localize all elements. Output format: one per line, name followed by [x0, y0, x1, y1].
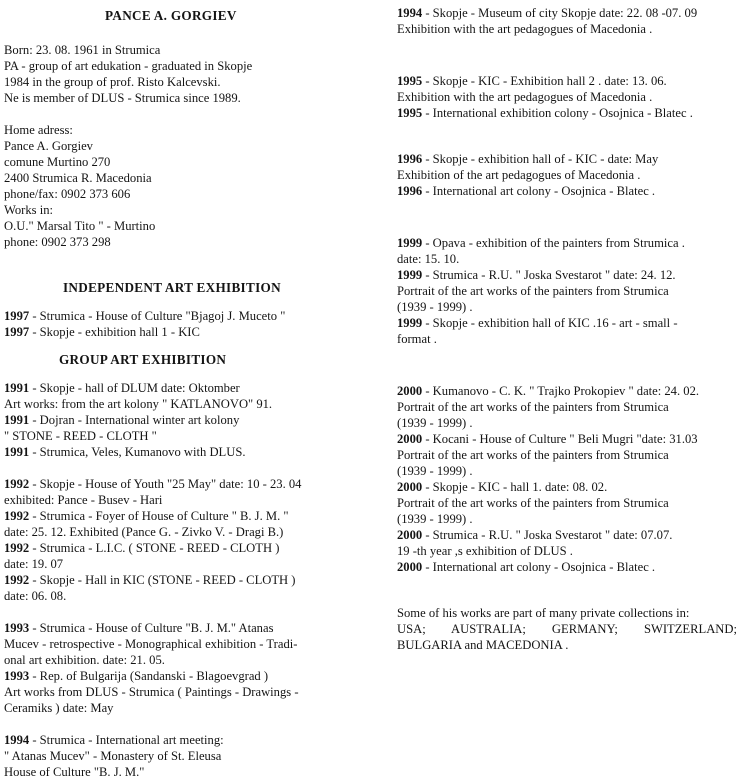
exhibition-text: - Skopje - Hall in KIC (STONE - REED - CLOTH ) — [29, 573, 296, 587]
exhibition-year: 1999 — [397, 236, 423, 250]
exhibition-text: - Strumica - House of Culture "Bjagoj J. Muceto " — [29, 309, 286, 323]
exhibition-line — [397, 5, 747, 21]
exhibition-line — [397, 331, 747, 347]
exhibition-text: - Dojran - International winter art kolony — [29, 413, 240, 427]
exhibition-line — [4, 684, 376, 700]
exhibition-line — [397, 559, 747, 575]
exhibition-line — [4, 620, 376, 636]
exhibition-year: 1994 — [4, 733, 30, 747]
exhibition-text: Art works: from the art kolony " KATLANOVO" 91. — [4, 397, 273, 411]
exhibition-line — [397, 315, 747, 331]
exhibition-text: format . — [397, 332, 437, 346]
exhibition-line — [4, 764, 376, 780]
text-line: comune Murtino 270 — [4, 155, 111, 169]
exhibition-text: - Kumanovo - C. K. " Trajko Prokopiev " date: 24. 02. — [422, 384, 700, 398]
exhibition-line — [4, 700, 376, 716]
exhibition-text: - Skopje - hall of DLUM date: Oktomber — [29, 381, 240, 395]
exhibition-text: date: 06. 08. — [4, 589, 67, 603]
exhibition-line — [397, 479, 747, 495]
exhibition-line — [4, 652, 376, 668]
exhibition-year: 1993 — [4, 621, 30, 635]
exhibition-year: 1993 — [4, 669, 30, 683]
exhibition-year: 1999 — [397, 316, 423, 330]
exhibition-text: - Skopje - House of Youth "25 May" date: 10 - 23. 04 — [29, 477, 302, 491]
exhibition-line — [397, 183, 747, 199]
right-1994-block — [397, 5, 747, 37]
exhibition-year: 1999 — [397, 268, 423, 282]
text-line: 2400 Strumica R. Macedonia — [4, 171, 152, 185]
exhibition-line — [397, 415, 747, 431]
exhibition-line — [4, 428, 376, 444]
exhibition-line — [4, 556, 376, 572]
exhibition-text: " STONE - REED - CLOTH " — [4, 429, 157, 443]
exhibition-text: (1939 - 1999) . — [397, 512, 473, 526]
exhibition-text: - International exhibition colony - Osojnica - Blatec . — [422, 106, 693, 120]
text-line: Works in: — [4, 203, 54, 217]
exhibition-year: 1996 — [397, 152, 423, 166]
exhibition-year: 1991 — [4, 381, 30, 395]
text-line: phone/fax: 0902 373 606 — [4, 187, 131, 201]
exhibition-year: 1996 — [397, 184, 423, 198]
exhibition-text: - Skopje - Museum of city Skopje date: 22. 08 -07. 09 — [422, 6, 698, 20]
exhibition-text: exhibited: Pance - Busev - Hari — [4, 493, 163, 507]
exhibition-text: - Strumica - R.U. " Joska Svestarot " date: 07.07. — [422, 528, 673, 542]
right-column — [397, 0, 747, 653]
exhibition-text: - Skopje - KIC - hall 1. date: 08. 02. — [422, 480, 608, 494]
exhibition-line — [397, 383, 747, 399]
exhibition-line — [397, 73, 747, 89]
exhibition-text: 19 -th year ,s exhibition of DLUS . — [397, 544, 573, 558]
exhibition-text: (1939 - 1999) . — [397, 300, 473, 314]
exhibition-year: 1992 — [4, 573, 30, 587]
exhibition-line — [4, 572, 376, 588]
exhibition-line — [4, 308, 376, 324]
exhibition-year: 2000 — [397, 480, 423, 494]
exhibition-text: (1939 - 1999) . — [397, 416, 473, 430]
exhibition-year: 1992 — [4, 509, 30, 523]
right-2000-block — [397, 383, 747, 575]
exhibition-line — [397, 167, 747, 183]
group-1994-block — [4, 732, 376, 780]
independent-exhibition-heading: INDEPENDENT ART EXHIBITION — [63, 280, 281, 295]
text-line: O.U." Marsal Tito " - Murtino — [4, 219, 156, 233]
group-exhibition-heading: GROUP ART EXHIBITION — [59, 352, 227, 367]
exhibition-line — [4, 380, 376, 396]
exhibition-line — [4, 412, 376, 428]
exhibition-text: - Kocani - House of Culture " Beli Mugri "date: 31.03 — [422, 432, 698, 446]
text-line: Born: 23. 08. 1961 in Strumica — [4, 43, 161, 57]
exhibition-line — [397, 151, 747, 167]
exhibition-text: Exhibition with the art pedagogues of Macedonia . — [397, 90, 653, 104]
exhibition-text: Mucev - retrospective - Monographical exhibition - Tradi- — [4, 637, 298, 651]
exhibition-line — [4, 588, 376, 604]
exhibition-text: - Strumica - Foyer of House of Culture " B. J. M. " — [29, 509, 289, 523]
text-line: Home adress: — [4, 123, 73, 137]
exhibition-line — [397, 235, 747, 251]
exhibition-text: Portrait of the art works of the painters from Strumica — [397, 284, 669, 298]
exhibition-text: Portrait of the art works of the painters from Strumica — [397, 400, 669, 414]
bio-block — [4, 42, 376, 106]
exhibition-year: 1995 — [397, 74, 423, 88]
exhibition-text: onal art exhibition. date: 21. 05. — [4, 653, 165, 667]
exhibition-year: 2000 — [397, 560, 423, 574]
exhibition-line — [397, 511, 747, 527]
exhibition-year: 2000 — [397, 384, 423, 398]
exhibition-line — [4, 540, 376, 556]
group-1991-block — [4, 380, 376, 460]
exhibition-year: 1995 — [397, 106, 423, 120]
exhibition-year: 1997 — [4, 309, 30, 323]
exhibition-line — [397, 543, 747, 559]
exhibition-text: - Rep. of Bulgarija (Sandanski - Blagoevgrad ) — [29, 669, 269, 683]
exhibition-year: 1994 — [397, 6, 423, 20]
exhibition-text: - Skopje - exhibition hall 1 - KIC — [29, 325, 200, 339]
independent-exhibition-list — [4, 308, 376, 340]
exhibition-year: 1991 — [4, 445, 30, 459]
exhibition-text: " Atanas Mucev" - Monastery of St. Eleusa — [4, 749, 222, 763]
exhibition-line — [397, 299, 747, 315]
text-line: Pance A. Gorgiev — [4, 139, 93, 153]
exhibition-line — [4, 636, 376, 652]
exhibition-line — [397, 283, 747, 299]
right-1996-block — [397, 151, 747, 199]
text-line: BULGARIA and MACEDONIA . — [397, 638, 569, 652]
exhibition-text: - Strumica - International art meeting: — [29, 733, 224, 747]
exhibition-text: Ceramiks ) date: May — [4, 701, 114, 715]
exhibition-line — [397, 431, 747, 447]
text-line: Ne is member of DLUS - Strumica since 1989. — [4, 91, 241, 105]
text-line: Some of his works are part of many private collections in: — [397, 606, 690, 620]
group-1992-block — [4, 476, 376, 604]
exhibition-line — [397, 21, 747, 37]
exhibition-line — [4, 748, 376, 764]
artist-name-title: PANCE A. GORGIEV — [105, 8, 237, 23]
exhibition-text: (1939 - 1999) . — [397, 464, 473, 478]
exhibition-year: 1992 — [4, 541, 30, 555]
exhibition-line — [4, 444, 376, 460]
exhibition-text: - Strumica - R.U. " Joska Svestarot " date: 24. 12. — [422, 268, 676, 282]
exhibition-year: 2000 — [397, 432, 423, 446]
group-1993-block — [4, 620, 376, 716]
exhibition-line — [397, 495, 747, 511]
exhibition-text: House of Culture "B. J. M." — [4, 765, 145, 779]
exhibition-text: - Strumica - L.I.C. ( STONE - REED - CLOTH ) — [29, 541, 280, 555]
text-line: USA; AUSTRALIA; GERMANY; SWITZERLAND; — [397, 622, 737, 636]
exhibition-line — [397, 527, 747, 543]
exhibition-text: - International art colony - Osojnica - Blatec . — [422, 184, 656, 198]
exhibition-line — [397, 89, 747, 105]
exhibition-text: - Strumica, Veles, Kumanovo with DLUS. — [29, 445, 246, 459]
exhibition-line — [4, 396, 376, 412]
text-line: 1984 in the group of prof. Risto Kalcevski. — [4, 75, 221, 89]
exhibition-line — [397, 447, 747, 463]
exhibition-line — [397, 463, 747, 479]
address-block — [4, 122, 376, 250]
right-1999-block — [397, 235, 747, 347]
private-collections-note — [397, 605, 747, 653]
exhibition-year: 2000 — [397, 528, 423, 542]
exhibition-text: Portrait of the art works of the painters from Strumica — [397, 496, 669, 510]
exhibition-text: date: 15. 10. — [397, 252, 460, 266]
exhibition-text: Exhibition of the art pedagogues of Macedonia . — [397, 168, 641, 182]
exhibition-line — [397, 105, 747, 121]
right-1995-block — [397, 73, 747, 121]
exhibition-line — [4, 732, 376, 748]
exhibition-year: 1991 — [4, 413, 30, 427]
exhibition-line — [4, 524, 376, 540]
exhibition-text: date: 19. 07 — [4, 557, 64, 571]
exhibition-year: 1992 — [4, 477, 30, 491]
exhibition-text: - Skopje - exhibition hall of - KIC - date: May — [422, 152, 659, 166]
exhibition-line — [4, 492, 376, 508]
exhibition-text: date: 25. 12. Exhibited (Pance G. - Zivko V. - Dragi B.) — [4, 525, 284, 539]
exhibition-text: - Strumica - House of Culture "B. J. M." Atanas — [29, 621, 274, 635]
exhibition-year: 1997 — [4, 325, 30, 339]
exhibition-line — [4, 668, 376, 684]
text-line: PA - group of art edukation - graduated in Skopje — [4, 59, 253, 73]
text-line: phone: 0902 373 298 — [4, 235, 111, 249]
exhibition-text: - International art colony - Osojnica - Blatec . — [422, 560, 656, 574]
exhibition-line — [4, 508, 376, 524]
exhibition-line — [4, 324, 376, 340]
left-column — [4, 0, 376, 780]
exhibition-text: Art works from DLUS - Strumica ( Paintings - Drawings - — [4, 685, 299, 699]
exhibition-line — [397, 267, 747, 283]
exhibition-line — [397, 251, 747, 267]
exhibition-line — [4, 476, 376, 492]
exhibition-text: - Skopje - KIC - Exhibition hall 2 . date: 13. 06. — [422, 74, 667, 88]
exhibition-text: Exhibition with the art pedagogues of Macedonia . — [397, 22, 653, 36]
exhibition-text: - Opava - exhibition of the painters from Strumica . — [422, 236, 685, 250]
exhibition-line — [397, 399, 747, 415]
exhibition-text: Portrait of the art works of the painters from Strumica — [397, 448, 669, 462]
exhibition-text: - Skopje - exhibition hall of KIC .16 - art - small - — [422, 316, 678, 330]
